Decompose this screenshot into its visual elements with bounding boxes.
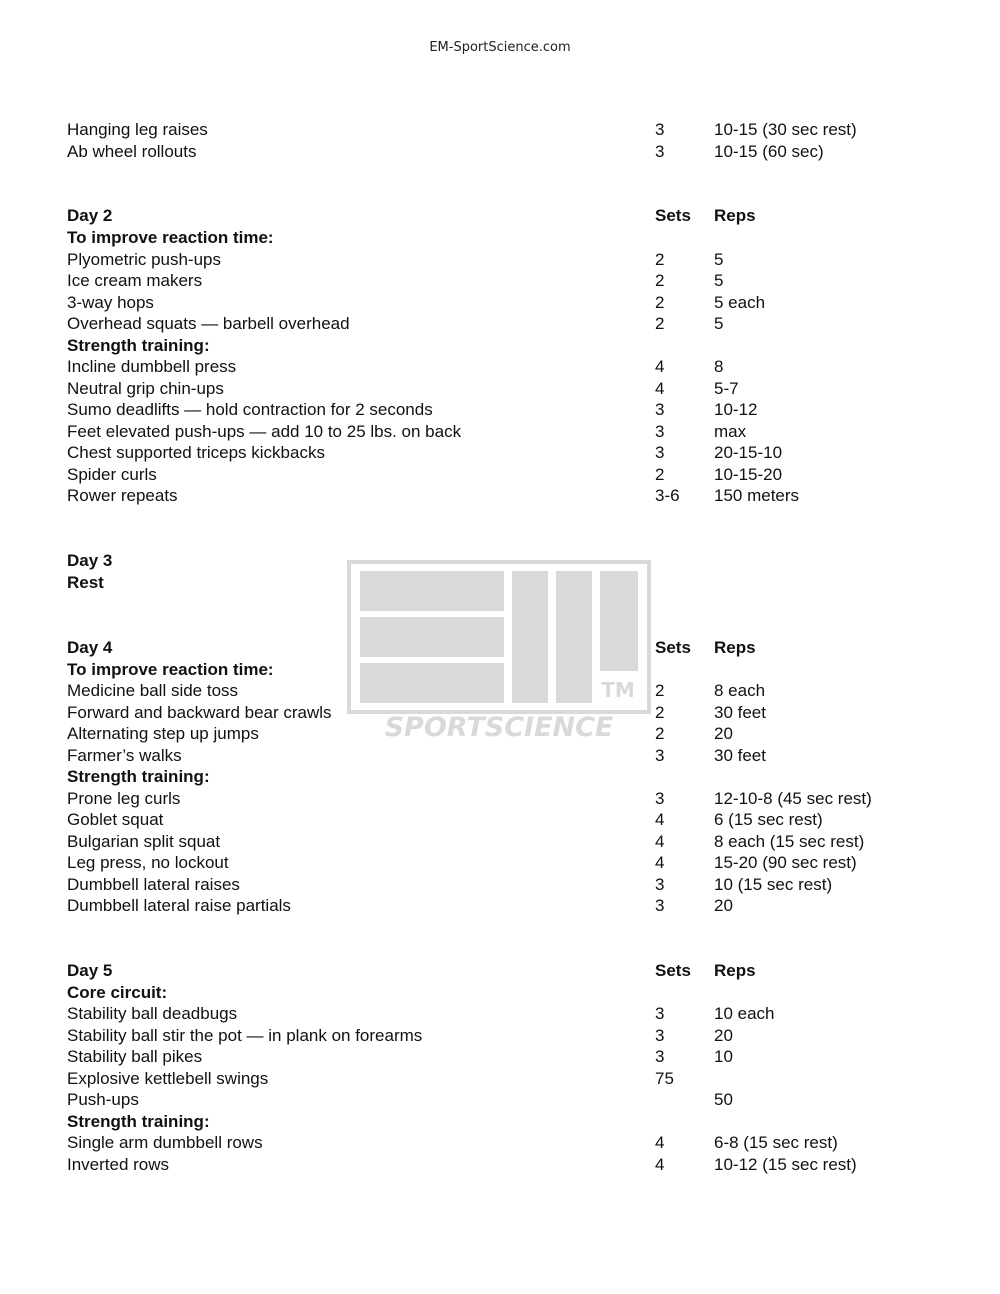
exercise-name: To improve reaction time:: [67, 660, 274, 679]
reps-value: 10-12 (15 sec rest): [714, 1155, 857, 1174]
exercise-name: Explosive kettlebell swings: [67, 1069, 269, 1088]
exercise-row: [67, 292, 967, 314]
sets-value: 3: [655, 789, 665, 808]
exercise-name: Stability ball deadbugs: [67, 1004, 238, 1023]
reps-value: 10-15 (30 sec rest): [714, 120, 857, 139]
exercise-name: Dumbbell lateral raises: [67, 875, 240, 894]
exercise-name: Forward and backward bear crawls: [67, 703, 332, 722]
section-heading-row: [67, 637, 967, 659]
reps-value: 6-8 (15 sec rest): [714, 1133, 838, 1152]
exercise-name: Incline dumbbell press: [67, 357, 237, 376]
exercise-row: [67, 141, 967, 163]
exercise-name: Chest supported triceps kickbacks: [67, 443, 325, 462]
section-heading-row: [67, 1111, 967, 1133]
reps-value: 12-10-8 (45 sec rest): [714, 789, 872, 808]
reps-value: 8 each (15 sec rest): [714, 832, 865, 851]
sets-value: 3: [655, 1047, 665, 1066]
reps-value: Reps: [714, 206, 756, 225]
exercise-name: Stability ball stir the pot — in plank on forearms: [67, 1026, 423, 1045]
reps-value: 5: [714, 314, 724, 333]
sets-value: 4: [655, 853, 665, 872]
exercise-row: [67, 1154, 967, 1176]
reps-value: 50: [714, 1090, 733, 1109]
exercise-row: [67, 421, 967, 443]
page-header-site: EM-SportScience.com: [429, 40, 571, 55]
exercise-name: 3-way hops: [67, 293, 154, 312]
exercise-name: Strength training:: [67, 1112, 210, 1131]
exercise-name: Inverted rows: [67, 1155, 170, 1174]
sets-value: 2: [655, 271, 665, 290]
exercise-row: [67, 378, 967, 400]
reps-value: 30 feet: [714, 703, 766, 722]
reps-value: 20: [714, 1026, 733, 1045]
exercise-name: Alternating step up jumps: [67, 724, 259, 743]
reps-value: 6 (15 sec rest): [714, 810, 823, 829]
svg-text:TM: TM: [601, 678, 635, 702]
exercise-row: [67, 249, 967, 271]
section-heading-row: [67, 550, 967, 572]
sets-value: 4: [655, 1155, 665, 1174]
sets-value: 2: [655, 703, 665, 722]
reps-value: 5 each: [714, 293, 766, 312]
exercise-row: [67, 1132, 967, 1154]
section-heading-row: [67, 982, 967, 1004]
exercise-name: Day 4: [67, 638, 113, 657]
exercise-row: [67, 809, 967, 831]
exercise-row: [67, 874, 967, 896]
exercise-row: [67, 895, 967, 917]
sets-value: 3: [655, 896, 665, 915]
sets-value: 3: [655, 875, 665, 894]
exercise-name: Overhead squats — barbell overhead: [67, 314, 350, 333]
reps-value: 5-7: [714, 379, 739, 398]
exercise-row: [67, 1089, 967, 1111]
exercise-row: [67, 356, 967, 378]
exercise-name: Ab wheel rollouts: [67, 142, 197, 161]
reps-value: 5: [714, 250, 724, 269]
sets-value: 3: [655, 120, 665, 139]
reps-value: 10 (15 sec rest): [714, 875, 833, 894]
exercise-name: Strength training:: [67, 336, 210, 355]
reps-value: 10 each: [714, 1004, 775, 1023]
sets-value: 3-6: [655, 486, 680, 505]
sets-value: 4: [655, 832, 665, 851]
exercise-row: [67, 723, 967, 745]
section-heading-row: [67, 335, 967, 357]
reps-value: 150 meters: [714, 486, 800, 505]
exercise-row: [67, 270, 967, 292]
exercise-name: Sumo deadlifts — hold contraction for 2 seconds: [67, 400, 433, 419]
sets-value: 3: [655, 1004, 665, 1023]
sets-value: 2: [655, 681, 665, 700]
exercise-name: Medicine ball side toss: [67, 681, 239, 700]
exercise-name: To improve reaction time:: [67, 228, 274, 247]
exercise-name: Day 2: [67, 206, 113, 225]
reps-value: 15-20 (90 sec rest): [714, 853, 857, 872]
exercise-row: [67, 702, 967, 724]
exercise-name: Ice cream makers: [67, 271, 203, 290]
exercise-row: [67, 1003, 967, 1025]
exercise-row: [67, 1068, 967, 1090]
reps-value: 8 each: [714, 681, 766, 700]
sets-value: 3: [655, 1026, 665, 1045]
section-heading-row: [67, 205, 967, 227]
exercise-name: Core circuit:: [67, 983, 168, 1002]
exercise-name: Hanging leg raises: [67, 120, 208, 139]
sets-value: 4: [655, 379, 665, 398]
exercise-name: Push-ups: [67, 1090, 139, 1109]
section-heading-row: [67, 227, 967, 249]
exercise-row: [67, 399, 967, 421]
sets-value: 4: [655, 357, 665, 376]
sets-value: 3: [655, 400, 665, 419]
exercise-row: [67, 442, 967, 464]
sets-value: 3: [655, 142, 665, 161]
sets-value: 3: [655, 443, 665, 462]
exercise-name: Feet elevated push-ups — add 10 to 25 lbs. on back: [67, 422, 462, 441]
exercise-name: Day 3: [67, 551, 113, 570]
sets-value: 2: [655, 250, 665, 269]
reps-value: max: [714, 422, 747, 441]
exercise-name: Farmer’s walks: [67, 746, 182, 765]
exercise-name: Leg press, no lockout: [67, 853, 229, 872]
sets-value: 4: [655, 810, 665, 829]
sets-value: 2: [655, 724, 665, 743]
reps-value: 10: [714, 1047, 733, 1066]
reps-value: Reps: [714, 638, 756, 657]
reps-value: 20: [714, 896, 733, 915]
exercise-row: [67, 831, 967, 853]
exercise-name: Strength training:: [67, 767, 210, 786]
exercise-name: Dumbbell lateral raise partials: [67, 896, 291, 915]
reps-value: 10-15 (60 sec): [714, 142, 824, 161]
section-heading-row: [67, 960, 967, 982]
svg-text:SPORTSCIENCE: SPORTSCIENCE: [384, 712, 614, 741]
reps-value: 30 feet: [714, 746, 766, 765]
exercise-row: [67, 745, 967, 767]
section-heading-row: [67, 766, 967, 788]
exercise-row: [67, 485, 967, 507]
exercise-name: Prone leg curls: [67, 789, 181, 808]
exercise-name: Neutral grip chin-ups: [67, 379, 224, 398]
reps-value: 10-12: [714, 400, 758, 419]
exercise-name: Single arm dumbbell rows: [67, 1133, 263, 1152]
exercise-row: [67, 852, 967, 874]
exercise-name: Plyometric push-ups: [67, 250, 222, 269]
exercise-row: [67, 464, 967, 486]
exercise-name: Spider curls: [67, 465, 157, 484]
exercise-name: Rower repeats: [67, 486, 178, 505]
exercise-name: Goblet squat: [67, 810, 164, 829]
reps-value: 5: [714, 271, 724, 290]
sets-value: Sets: [655, 206, 691, 225]
sets-value: 4: [655, 1133, 665, 1152]
section-heading-row: [67, 659, 967, 681]
reps-value: 20: [714, 724, 733, 743]
exercise-name: Bulgarian split squat: [67, 832, 221, 851]
sets-value: 2: [655, 314, 665, 333]
reps-value: 10-15-20: [714, 465, 783, 484]
sets-value: Sets: [655, 638, 691, 657]
exercise-row: [67, 1025, 967, 1047]
exercise-name: Day 5: [67, 961, 113, 980]
sets-value: 2: [655, 293, 665, 312]
exercise-row: [67, 1046, 967, 1068]
exercise-row: [67, 313, 967, 335]
sets-value: 75: [655, 1069, 674, 1088]
exercise-name: Stability ball pikes: [67, 1047, 203, 1066]
reps-value: 20-15-10: [714, 443, 783, 462]
exercise-row: [67, 680, 967, 702]
reps-value: Reps: [714, 961, 756, 980]
sets-value: 2: [655, 465, 665, 484]
reps-value: 8: [714, 357, 724, 376]
sets-value: Sets: [655, 961, 691, 980]
section-heading-row: [67, 572, 967, 594]
sets-value: 3: [655, 422, 665, 441]
exercise-row: [67, 788, 967, 810]
sets-value: 3: [655, 746, 665, 765]
exercise-row: [67, 119, 967, 141]
exercise-name: Rest: [67, 573, 104, 592]
